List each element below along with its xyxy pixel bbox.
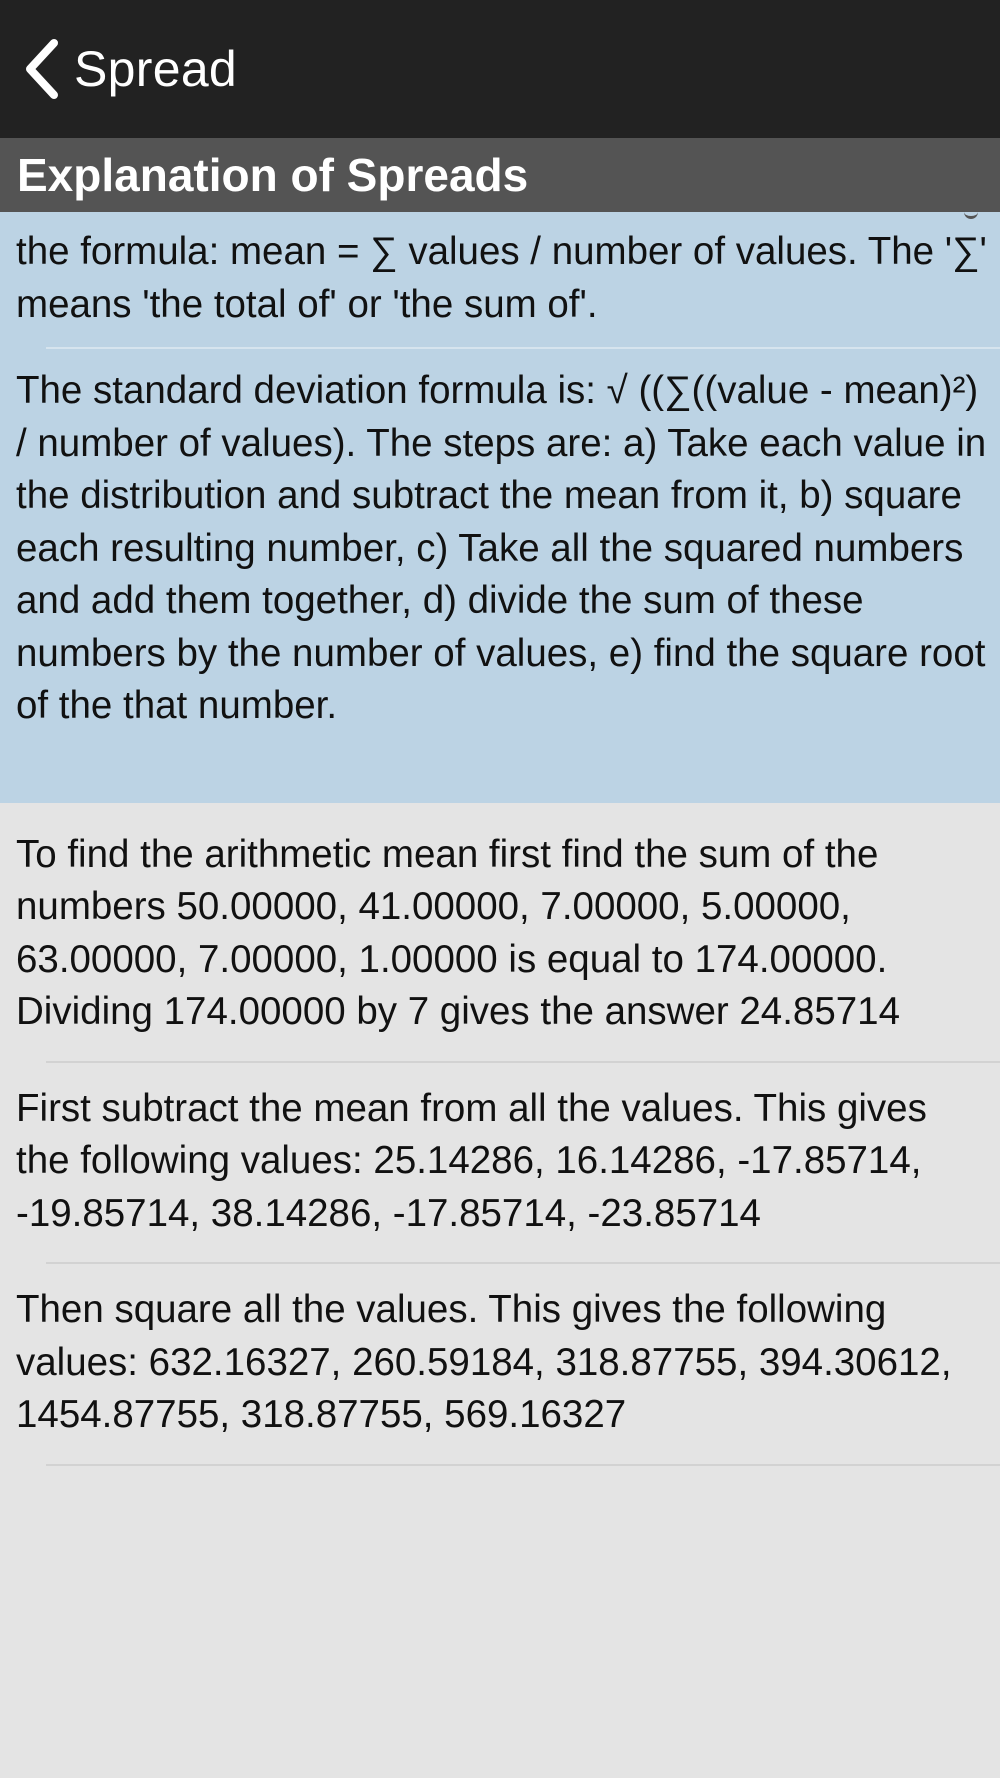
section-header: [0, 138, 1000, 212]
list-item[interactable]: [0, 1264, 1000, 1464]
section-title: Explanation of Spreads: [17, 149, 529, 201]
list-item[interactable]: [0, 212, 1000, 347]
list-item[interactable]: [0, 349, 1000, 803]
list-item[interactable]: [0, 1063, 1000, 1263]
separator: [46, 1464, 1000, 1466]
list-item-text: First subtract the mean from all the values. This gives the following values: 25.14286, 16.14286, -17.85714, -19.85714, 38.14286, -17.85714, -23.85714: [16, 1086, 927, 1235]
back-button-label: Spread: [74, 41, 238, 97]
explanation-list[interactable]: [0, 212, 1000, 1466]
navigation-bar: [0, 0, 1000, 138]
list-item-text: the formula: mean = ∑ values / number of values. The '∑' means 'the total of' or 'the sum of'.: [16, 230, 987, 326]
list-item-text: To find the arithmetic mean first find the sum of the numbers 50.00000, 41.00000, 7.00000, 5.00000, 63.00000, 7.00000, 1.00000 is equal to 174.00000. Dividing 174.00000 by 7 gives the answer 24.85714: [16, 832, 900, 1033]
clipped-text-fragment: [964, 206, 978, 219]
list-item-text: Then square all the values. This gives the following values: 632.16327, 260.59184, 318.87755, 394.30612, 1454.87755, 318.87755, 569.16327: [16, 1288, 952, 1436]
list-item-text: The standard deviation formula is: √ ((∑((value - mean)²) / number of values). The steps are: a) Take each value in the distribution and subtract the mean from it, b) square each resulting number, c) Take all the squared numbers and add them together, d) divide the sum of these numbers by the number of values, e) find the square root of the that number.: [16, 369, 987, 727]
chevron-left-icon: [22, 37, 60, 101]
list-item[interactable]: [0, 803, 1000, 1061]
back-button[interactable]: [0, 19, 237, 119]
